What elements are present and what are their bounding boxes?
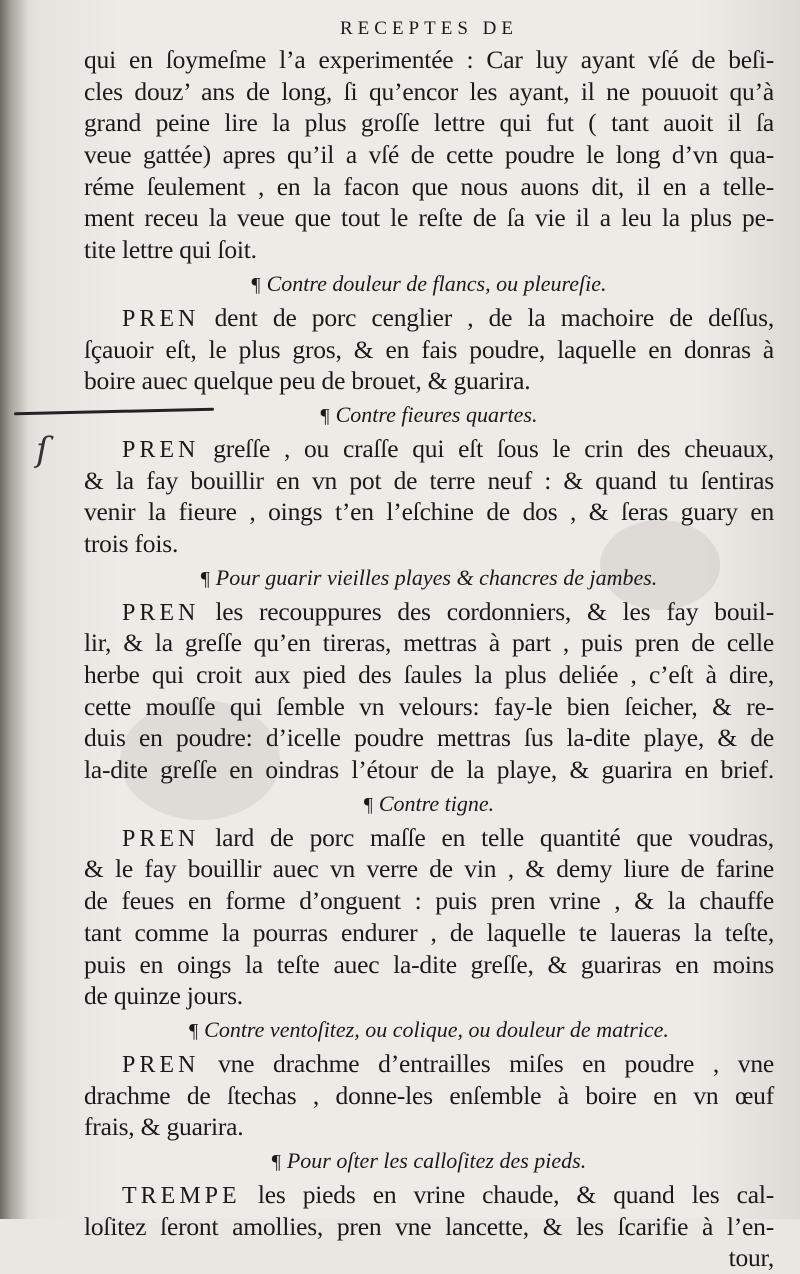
line-text: greſſe , ou craſſe qui eſt ſous le crin des cheuaux, [199,433,774,463]
gutter-shadow [0,0,28,1219]
text-line: qui en ſoymeſme l’a experimentée : Car luy ayant vſé de beſi- [84,45,774,74]
heading-text: Contre fieures quartes. [335,401,538,427]
text-line: cles douz’ ans de long, ſi qu’encor les ayant, il ne pouuoit qu’à [84,76,774,106]
text-line [84,822,774,854]
text-line: veue gattée) apres qu’il a vſé de cette poudre le long d’vn qua- [84,140,774,170]
text-line: drachme de ſtechas , donne-les enſemble à boire en vn œuf [84,1080,774,1110]
text-line [84,1048,774,1080]
heading-text: Contre douleur de flancs, ou pleureſie. [266,270,607,296]
pilcrow-mark: ¶ [271,1150,281,1173]
text-line: loſitez ſeront amollies, pren vne lancette, & les ſcarifie à l’en- [84,1211,774,1241]
recipe-heading [84,560,774,596]
heading-text: Pour guarir vieilles playes & chancres de jambes. [215,564,658,590]
recipe-lead-word: PREN [122,305,200,332]
line-text: dent de porc cenglier , de la machoire de deſſus, [199,302,774,332]
running-head: RECEPTES DE [340,18,518,39]
text-line [84,433,774,465]
text-line: frais, & guarira. [84,1112,244,1142]
text-line: tite lettre qui ſoit. [84,235,257,265]
line-text: les recouppures des cordonniers, & les fay bouil- [199,596,774,626]
text-line: duis en poudre: d’icelle poudre mettras ſus la-dite playe, & de [84,723,774,753]
line-text: les pieds en vrine chaude, & quand les cal- [240,1179,774,1209]
text-line [84,596,774,628]
heading-text: Contre ventoſitez, ou colique, ou douleur de matrice. [204,1016,669,1042]
text-line: tour, [728,1243,774,1273]
text-line: puis en oings la teſte auec la-dite greſſe, & guariras en moins [84,949,774,979]
heading-text: Pour oſter les calloſitez des pieds. [286,1147,587,1173]
text-line [84,302,774,334]
pilcrow-mark: ¶ [320,404,330,427]
recipe-lead-word: PREN [122,1051,200,1078]
recipe-heading [84,266,774,302]
margin-annotation: ſ [36,430,49,470]
line-text: vne drachme d’entrailles miſes en poudre , vne [199,1048,774,1078]
text-line: trois fois. [84,528,179,558]
page-text [84,14,774,1274]
recipe-heading [84,1143,774,1179]
recipe-lead-word: PREN [122,825,200,852]
text-line: de quinze jours. [84,981,243,1011]
text-line: & le fay bouillir auec vn verre de vin , & demy liure de farine [84,854,774,884]
pilcrow-mark: ¶ [363,793,373,816]
text-line: cette mouſſe qui ſemble vn velours: fay-le bien ſeicher, & re- [84,691,774,721]
text-line: grand peine lire la plus groſſe lettre qui fut ( tant auoit il ſa [84,108,774,138]
pilcrow-mark: ¶ [251,273,261,296]
text-line [84,1179,774,1211]
text-line: lir, & la greſſe qu’en tireras, mettras à part , puis pren de celle [84,628,774,658]
recipe-heading [84,397,774,433]
text-line: venir la fieure , oings t’en l’eſchine de dos , & ſeras guary en [84,497,774,527]
pilcrow-mark: ¶ [189,1019,199,1042]
text-line: tant comme la pourras endurer , de laquelle te laueras la teſte, [84,917,774,947]
text-line: la-dite greſſe en oindras l’étour de la playe, & guarira en brief. [84,755,774,785]
heading-text: Contre tigne. [378,790,495,816]
text-line: boire auec quelque peu de brouet, & guarira. [84,366,531,396]
line-text: lard de porc maſſe en telle quantité que voudras, [199,822,774,852]
text-line: herbe qui croit aux pied des ſaules la plus deliée , c’eſt à dire, [84,660,774,689]
text-line: réme ſeulement , en la facon que nous auons dit, il en a telle- [84,171,774,201]
text-line: & la fay bouillir en vn pot de terre neuf : & quand tu ſentiras [84,465,774,495]
pilcrow-mark: ¶ [200,567,210,590]
recipe-heading [84,786,774,822]
recipe-heading [84,1012,774,1048]
recipe-lead-word: PREN [122,599,200,626]
text-line: ment receu la veue que tout le reſte de ſa vie il a leu la plus pe- [84,203,774,233]
recipe-lead-word: PREN [122,436,200,463]
text-line: de feues en forme d’onguent : puis pren vrine , & la chauffe [84,886,774,916]
text-line: ſçauoir eſt, le plus gros, & en fais poudre, laquelle en donras à [84,334,774,364]
recipe-lead-word: TREMPE [122,1182,241,1209]
text-blocks [84,44,774,1274]
